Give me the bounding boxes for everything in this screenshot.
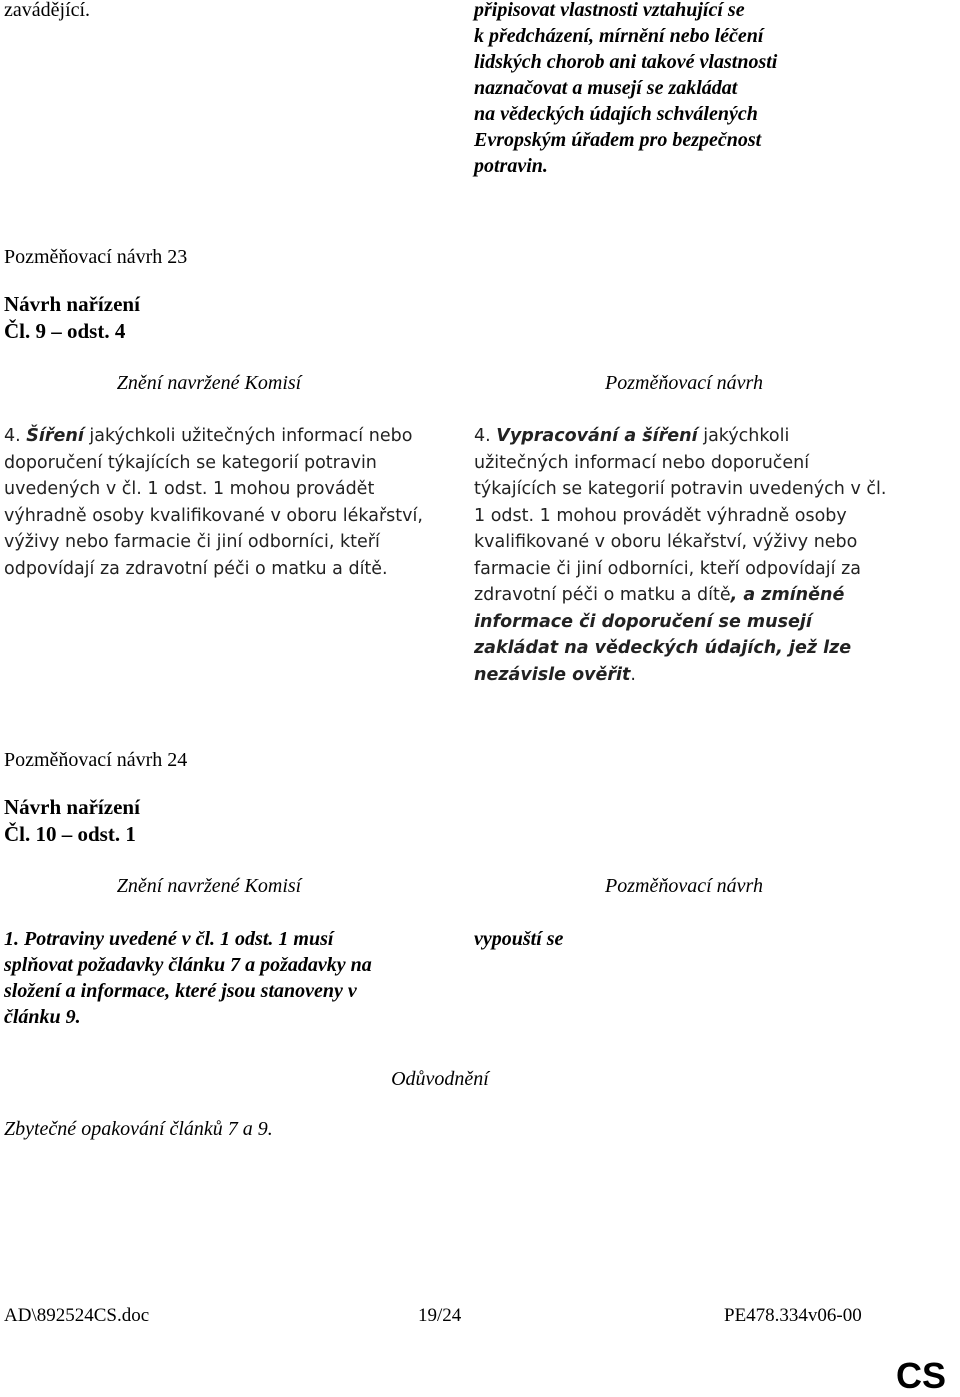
text-bold: Šíření	[26, 426, 84, 446]
amendment-23-right-header: Pozměňovací návrh	[605, 372, 763, 394]
amendment-23-proposal: Návrh nařízení	[4, 292, 140, 316]
top-right-line: k předcházení, mírnění nebo léčení	[474, 25, 764, 47]
top-right-line: lidských chorob ani takové vlastnosti	[474, 51, 778, 73]
text-num: 4.	[474, 426, 491, 446]
top-left-fragment: zavádějící.	[4, 0, 91, 21]
footer-reference: PE478.334v06-00	[724, 1305, 862, 1326]
amendment-24-right-header: Pozměňovací návrh	[605, 875, 763, 897]
top-right-line: naznačovat a musejí se zakládat	[474, 77, 738, 99]
amendment-24-title: Pozměňovací návrh 24	[4, 749, 188, 771]
top-right-line: na vědeckých údajích schválených	[474, 103, 758, 125]
amendment-23-amended-text	[474, 423, 889, 688]
amendment-23-article: Čl. 9 – odst. 4	[4, 319, 126, 343]
amendment-24-left-header: Znění navržené Komisí	[116, 875, 302, 897]
amendment-23-commission-text	[4, 423, 424, 582]
amendment-24-proposal: Návrh nařízení	[4, 795, 140, 819]
amendment-24-amended-text: vypouští se	[474, 928, 564, 950]
amendment-23-left-header: Znění navržené Komisí	[116, 372, 302, 394]
top-right-line: Evropským úřadem pro bezpečnost	[474, 129, 762, 151]
justification-text: Zbytečné opakování článků 7 a 9.	[4, 1118, 273, 1140]
amendment-24-article: Čl. 10 – odst. 1	[4, 822, 136, 846]
top-right-line: potravin.	[474, 155, 548, 177]
text-mid: jakýchkoli užitečných informací nebo doporučení týkajících se kategorií potravin uvedených v čl. 1 odst. 1 mohou provádět výhradně osoby kvalifikované v oboru lékařství, výživy nebo farmacie či jiní odborníci, kteří odpovídají za zdravotní péči o matku a dítě	[474, 426, 887, 605]
footer-doc-name: AD\892524CS.doc	[4, 1305, 150, 1326]
amendment-24-commission-text: 1. Potraviny uvedené v čl. 1 odst. 1 musí splňovat požadavky článku 7 a požadavky na složení a informace, které jsou stanoveny v článku 9.	[4, 928, 372, 1028]
amendment-23-title: Pozměňovací návrh 23	[4, 246, 188, 268]
text-end: .	[630, 664, 636, 685]
top-right-fragment	[474, 0, 894, 179]
justification-header: Odůvodnění	[391, 1068, 489, 1090]
footer-page-number: 19/24	[418, 1305, 462, 1326]
footer-language: CS	[896, 1355, 947, 1396]
text-bold-added: , a zmíněné informace či doporučení se musejí zakládat na vědeckých údajích, jež lze nezávisle ověřit	[474, 585, 852, 685]
top-right-line: připisovat vlastnosti vztahující se	[474, 0, 745, 21]
text-num: 4.	[4, 426, 21, 446]
text-bold: Vypracování a šíření	[496, 426, 698, 446]
text-rest: jakýchkoli užitečných informací nebo doporučení týkajících se kategorií potravin uvedených v čl. 1 odst. 1 mohou provádět výhradně osoby kvalifikované v oboru lékařství, výživy nebo farmacie či jiní odborníci, kteří odpovídají za zdravotní péči o matku a dítě.	[4, 426, 423, 579]
